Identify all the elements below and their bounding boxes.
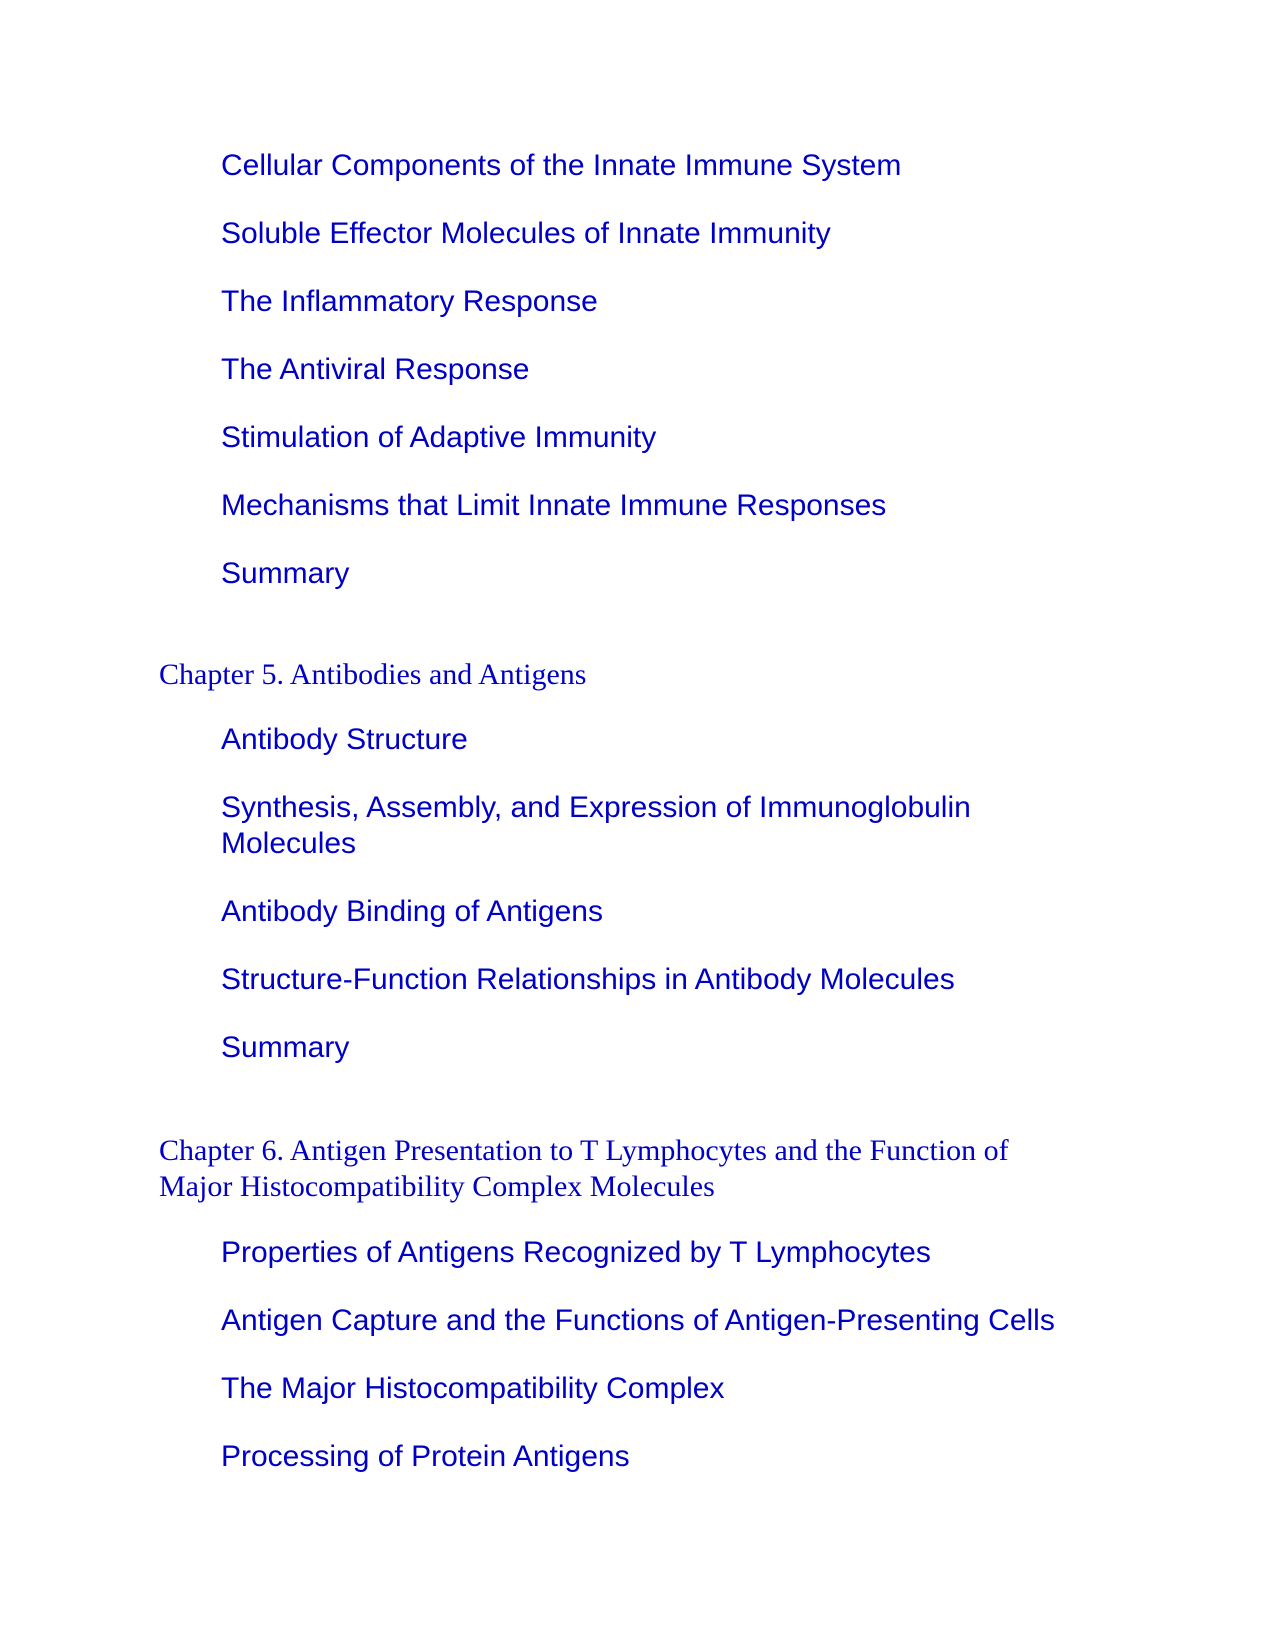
- toc-link-summary-ch4[interactable]: Summary: [221, 557, 350, 590]
- toc-link-stimulation-adaptive-immunity[interactable]: Stimulation of Adaptive Immunity: [221, 421, 657, 454]
- chapter-6-heading-line-1[interactable]: Chapter 6. Antigen Presentation to T Lymphocytes and the Function of: [159, 1134, 1009, 1167]
- toc-link-limit-innate-responses[interactable]: Mechanisms that Limit Innate Immune Responses: [221, 489, 887, 522]
- toc-link-antigen-capture-apc[interactable]: Antigen Capture and the Functions of Antigen-Presenting Cells: [221, 1304, 1055, 1337]
- toc-link-structure-function-relationships[interactable]: Structure-Function Relationships in Antibody Molecules: [221, 963, 955, 996]
- toc-link-summary-ch5[interactable]: Summary: [221, 1031, 350, 1064]
- toc-link-properties-antigens-t-lymphocytes[interactable]: Properties of Antigens Recognized by T Lymphocytes: [221, 1236, 931, 1269]
- toc-link-processing-protein-antigens[interactable]: Processing of Protein Antigens: [221, 1440, 630, 1473]
- toc-link-antibody-binding-antigens[interactable]: Antibody Binding of Antigens: [221, 895, 603, 928]
- chapter-5-heading[interactable]: Chapter 5. Antibodies and Antigens: [159, 658, 587, 691]
- toc-link-major-histocompatibility-complex[interactable]: The Major Histocompatibility Complex: [221, 1372, 725, 1405]
- toc-link-soluble-effector-molecules[interactable]: Soluble Effector Molecules of Innate Immunity: [221, 217, 831, 250]
- toc-link-inflammatory-response[interactable]: The Inflammatory Response: [221, 285, 598, 318]
- toc-link-synthesis-assembly-expression[interactable]: Synthesis, Assembly, and Expression of Immunoglobulin Molecules: [221, 791, 971, 860]
- chapter-6-heading-line-2[interactable]: Major Histocompatibility Complex Molecules: [159, 1170, 715, 1203]
- toc-link-antiviral-response[interactable]: The Antiviral Response: [221, 353, 530, 386]
- toc-link-innate-cellular-components[interactable]: Cellular Components of the Innate Immune System: [221, 149, 902, 182]
- toc-link-antibody-structure[interactable]: Antibody Structure: [221, 723, 468, 756]
